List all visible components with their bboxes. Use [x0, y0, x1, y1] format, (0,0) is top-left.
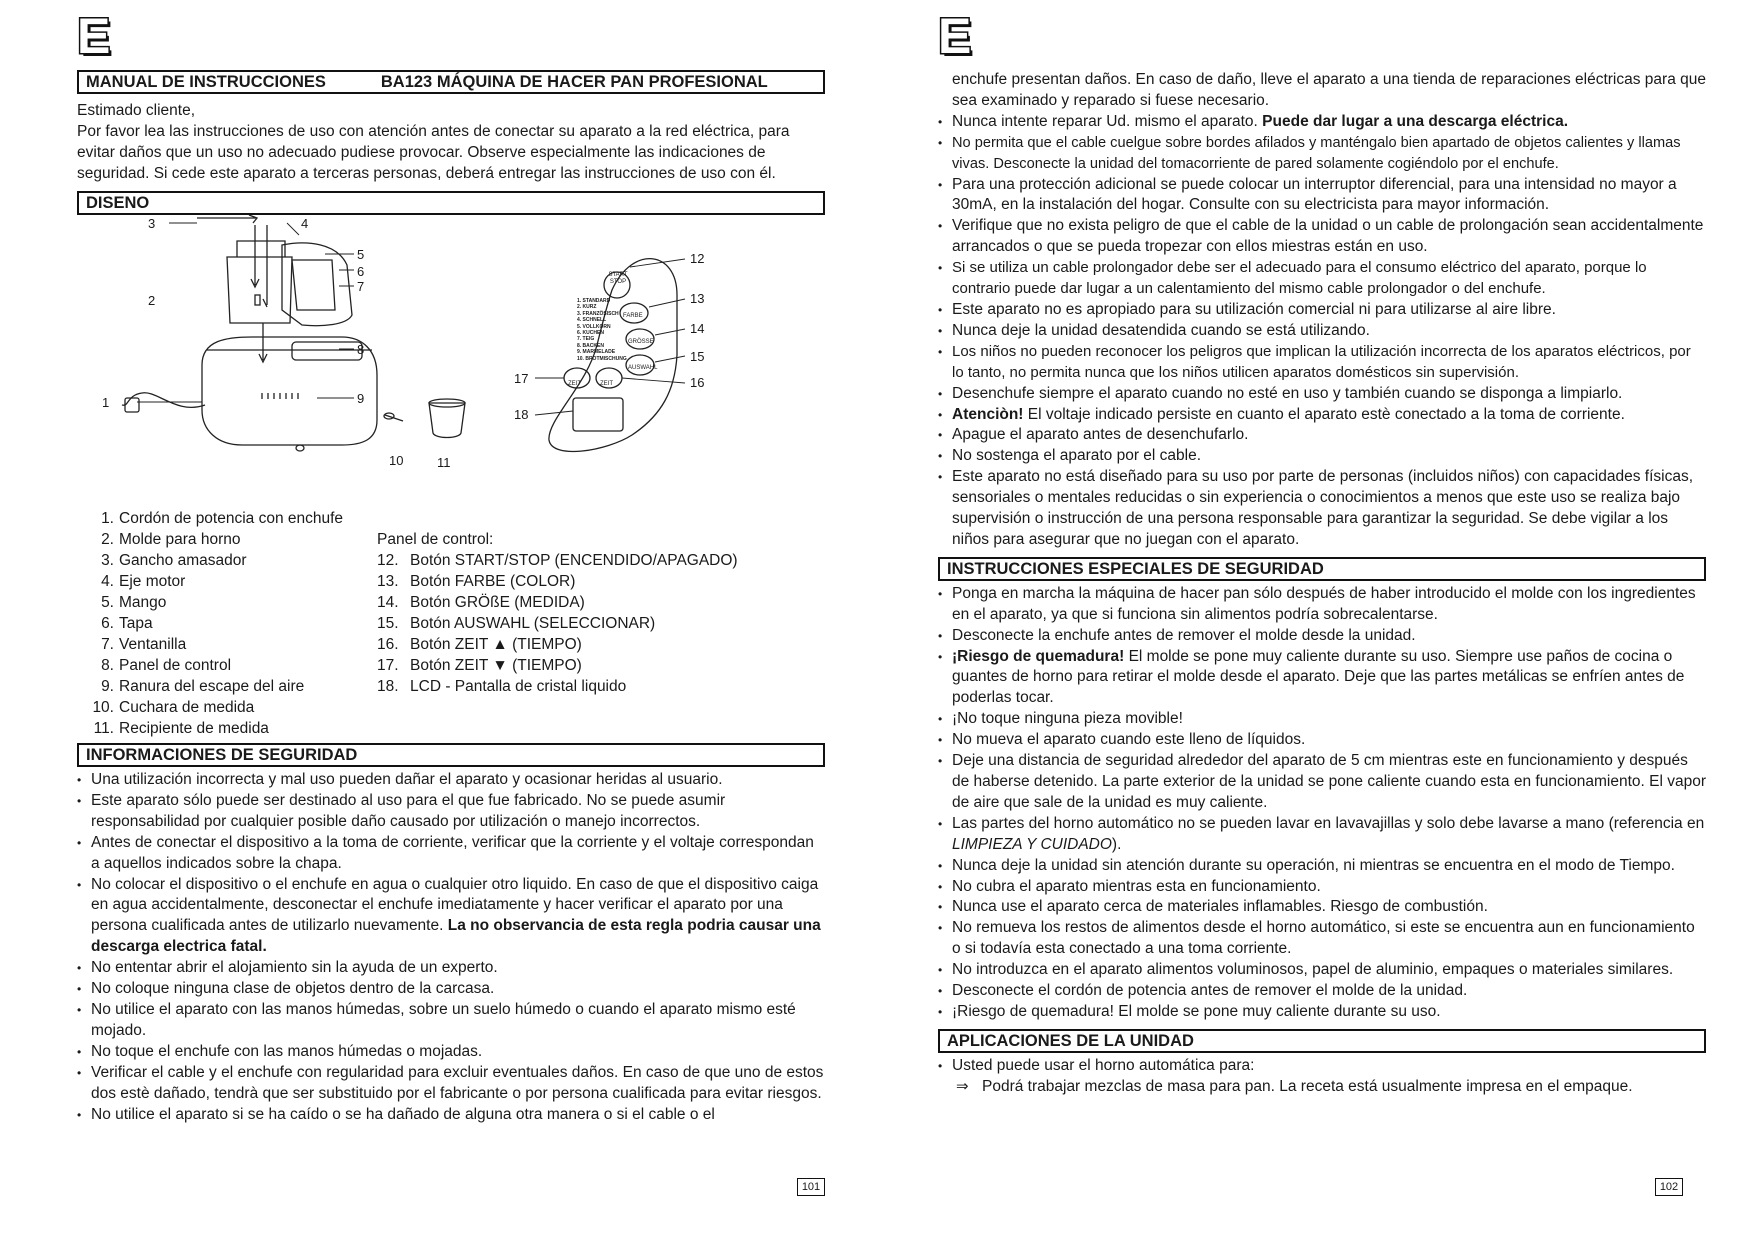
list-item: • No mueva el aparato cuando este lleno de líquidos.	[938, 730, 1706, 751]
list-item: 12. Botón START/STOP (ENCENDIDO/APAGADO)	[377, 552, 738, 569]
zeit-up-label: ZEIT	[600, 381, 613, 387]
list-item: • No sostenga el aparato por el cable.	[938, 446, 1706, 467]
list-item: • Una utilización incorrecta y mal uso pueden dañar el aparato y ocasionar heridas al usuario.	[77, 770, 825, 791]
arrow-item: ⇒ Podrá trabajar mezclas de masa para pan. La receta está usualmente impresa en el empaque.	[938, 1077, 1706, 1098]
callout-11: 11	[437, 455, 451, 470]
list-item: • Los niños no pueden reconocer los peligros que implican la utilización incorrecta de los aparatos eléctricos, por lo tanto, no permita nunca que los niños utilicen aparatos domésticos sin supervisión.	[938, 342, 1706, 384]
page-number: 102	[1655, 1178, 1683, 1196]
language-letter: E	[77, 8, 111, 64]
list-item: • No cubra el aparato mientras esta en funcionamiento.	[938, 877, 1706, 898]
appliance-diagram	[77, 215, 825, 508]
list-item: • No coloque ninguna clase de objetos dentro de la carcasa.	[77, 979, 825, 1000]
applications-title: APLICACIONES DE LA UNIDAD	[947, 1031, 1194, 1050]
greeting: Estimado cliente,	[77, 102, 196, 119]
list-item: 6. Tapa	[101, 615, 153, 632]
program-list: 1. STANDARD 2. KURZ 3. FRANZÖSISCH 4. SCHNELL 5. VOLLKORN 6. KUCHEN 7. TEIG 8. BACKEN 9. MARMELADE 10. BROTMISCHUNG	[577, 298, 627, 362]
model-title: BA123 MÁQUINA DE HACER PAN PROFESIONAL	[380, 73, 768, 91]
list-item: • Si se utiliza un cable prolongador debe ser el adecuado para el consumo eléctrico del aparato, porque lo contrario puede dar lugar a un calentamiento del mismo cable prolongador o del enchufe.	[938, 258, 1706, 300]
list-item: 1. Cordón de potencia con enchufe	[101, 510, 344, 527]
plug-shape	[125, 398, 139, 412]
list-item: • No remueva los restos de alimentos desde el horno automático, si este se encuentra aun en funcionamiento o si todavía esta conectado a una toma corriente.	[938, 918, 1706, 960]
list-item: • No permita que el cable cuelgue sobre bordes afilados y manténgalo bien apartado de objetos calientes y llamas vivas. Desconecte la unidad del tomacorriente de pared solamente cogiéndolo por el enchufe.	[938, 133, 1706, 175]
parts-and-panel-lists	[77, 508, 825, 739]
list-item: • Nunca deje la unidad sin atención durante su operación, ni mientras se encuentra en el modo de Tiempo.	[938, 856, 1706, 877]
list-item: 7. Ventanilla	[101, 636, 187, 653]
window-shape	[292, 260, 335, 310]
machine-foot	[296, 445, 304, 451]
list-item: • ¡Riesgo de quemadura! El molde se pone muy caliente durante su uso. Siempre use paños de cocina o guantes de horno para retirar el molde desde el aparato. Deje que las partes metálicas se enfríen antes de poderlas tocar.	[938, 647, 1706, 710]
callout-17: 17	[514, 371, 529, 386]
list-item: • Este aparato no está diseñado para su uso por parte de personas (incluidos niños) con capacidades físicas, sensoriales o mentales reducidas o sin experiencia o conocimientos a menos que este uso se realiza bajo supervisión o instrucción de una persona responsable para garantizar la seguridad. Se debe vigilar a los niños para asegurar que no juegan con el aparato.	[938, 467, 1706, 551]
language-letter: E	[938, 8, 972, 64]
safety-section-header	[77, 743, 825, 767]
list-item: • No introduzca en el aparato alimentos voluminosos, papel de aluminio, empaques o materiales similares.	[938, 960, 1706, 981]
list-item: 5. Mango	[101, 594, 167, 611]
callout-7: 7	[357, 279, 365, 294]
panel-list	[377, 550, 738, 697]
list-item: • Este aparato no es apropiado para su utilización comercial ni para utilizarse al aire libre.	[938, 300, 1706, 321]
safety-list-continued	[938, 70, 1706, 551]
list-item: 13. Botón FARBE (COLOR)	[377, 573, 576, 590]
zeit-down-label: ZEIT	[568, 381, 581, 387]
list-item: • Verificar el cable y el enchufe con regularidad para excluir eventuales daños. En caso de que uno de estos dos estè dañado, tendrà que ser substituido por el fabricante o por persona cualificada para evitar riesgos.	[77, 1063, 825, 1105]
list-item: 15. Botón AUSWAHL (SELECCIONAR)	[377, 615, 656, 632]
farbe-label: FARBE	[623, 313, 643, 319]
list-item: • ¡No toque ninguna pieza movible!	[938, 709, 1706, 730]
list-item: • Deje una distancia de seguridad alrededor del aparato de 5 cm mientras este en funcionamiento y después de haberse detenido. La parte exterior de la unidad se pone caliente cuando esta en funcionamiento. El vapor de aire que sale de la unidad es muy caliente.	[938, 751, 1706, 814]
callout-9: 9	[357, 391, 365, 406]
list-item: 14. Botón GRÖßE (MEDIDA)	[377, 594, 585, 611]
list-item: • No toque el enchufe con las manos húmedas o mojadas.	[77, 1042, 825, 1063]
list-item: 18. LCD - Pantalla de cristal liquido	[377, 678, 627, 695]
list-item: • No utilice el aparato si se ha caído o se ha dañado de alguna otra manera o si el cable o el	[77, 1105, 825, 1126]
machine-body	[202, 337, 377, 445]
list-item: 9. Ranura del escape del aire	[101, 678, 305, 695]
list-item: • Desenchufe siempre el aparato cuando no esté en uso y también cuando se disponga a limpiarlo.	[938, 384, 1706, 405]
list-item: • ¡Riesgo de quemadura! El molde se pone muy caliente durante su uso.	[938, 1002, 1706, 1023]
list-item: • Atenciòn! El voltaje indicado persiste en cuanto el aparato estè conectado a la toma de corriente.	[938, 405, 1706, 426]
safety-list	[77, 770, 825, 1125]
right-page	[877, 0, 1755, 1241]
list-item: • Apague el aparato antes de desenchufarlo.	[938, 425, 1706, 446]
list-item: • No colocar el dispositivo o el enchufe en agua o cualquier otro liquido. En caso de que el dispositivo caiga en agua accidentalmente, desconectar el enchufe imediatamente y hacer verificar el aparato por una persona cualificada antes de utilizarlo nuevamente. La no observancia de esta regla podria causar una descarga electrica fatal.	[77, 875, 825, 959]
list-item: • Nunca use el aparato cerca de materiales inflamables. Riesgo de combustión.	[938, 897, 1706, 918]
callout-4: 4	[301, 216, 309, 231]
list-item: • Nunca intente reparar Ud. mismo el aparato. Puede dar lugar a una descarga eléctrica.	[938, 112, 1706, 133]
callout-14: 14	[690, 321, 705, 336]
special-safety-title: INSTRUCCIONES ESPECIALES DE SEGURIDAD	[947, 559, 1324, 578]
safety-title: INFORMACIONES DE SEGURIDAD	[86, 746, 358, 764]
callout-5: 5	[357, 247, 365, 262]
design-title: DISENO	[86, 194, 150, 212]
control-panel-shape	[292, 342, 365, 360]
list-item: • Ponga en marcha la máquina de hacer pan sólo después de haber introducido el molde con los ingredientes en el aparato, ya que si funciona sin alimentos podría sobrecalentarse.	[938, 584, 1706, 626]
panel-list-block	[377, 508, 738, 739]
auswahl-label: AUSWAHL	[628, 365, 658, 371]
power-cord	[122, 393, 205, 408]
list-item: 4. Eje motor	[101, 573, 186, 590]
list-item: • Este aparato sólo puede ser destinado al uso para el que fue fabricado. No se puede asumir responsabilidad por cualquier posible daño causado por utilización o manejo incorrectos.	[77, 791, 825, 833]
left-column	[77, 70, 825, 1125]
list-item: • Antes de conectar el dispositivo a la toma de corriente, verificar que la corriente y el voltaje correspondan a aquellos indicados sobre la chapa.	[77, 833, 825, 875]
callout-1: 1	[102, 395, 110, 410]
list-item: 8. Panel de control	[101, 657, 232, 674]
callout-16: 16	[690, 375, 705, 390]
page-number: 101	[797, 1178, 825, 1196]
callout-3: 3	[148, 216, 156, 231]
right-column	[938, 70, 1706, 1098]
design-section-header	[77, 191, 825, 215]
special-safety-section-header	[938, 557, 1706, 581]
list-item: • No ententar abrir el alojamiento sin la ayuda de un experto.	[77, 958, 825, 979]
callout-12: 12	[690, 251, 705, 266]
list-item: 2. Molde para horno	[101, 531, 241, 548]
panel-list-title: Panel de control:	[377, 531, 494, 548]
list-item: • Para una protección adicional se puede colocar un interruptor diferencial, para una intensidad no mayor a 30mA, en la instalación del hogar. Consulte con su electricista para mayor información.	[938, 175, 1706, 217]
list-item: 17. Botón ZEIT ▼ (TIEMPO)	[377, 657, 582, 674]
callout-2: 2	[148, 293, 156, 308]
applications-section-header	[938, 1029, 1706, 1053]
list-item: • Desconecte el cordón de potencia antes de remover el molde de la unidad.	[938, 981, 1706, 1002]
callout-6: 6	[357, 264, 365, 279]
lid-shape	[282, 243, 352, 326]
list-item: 10. Cuchara de medida	[92, 699, 255, 716]
callout-13: 13	[690, 291, 705, 306]
callout-10: 10	[389, 453, 404, 468]
grosse-label: GRÖSSE	[628, 339, 654, 345]
vent-slots	[262, 393, 298, 399]
list-item: 3. Gancho amasador	[101, 552, 247, 569]
left-page	[0, 0, 877, 1241]
paddle-top	[197, 215, 257, 223]
list-item: • Las partes del horno automático no se pueden lavar en lavavajillas y solo debe lavarse a mano (referencia en LIMPIEZA Y CUIDADO).	[938, 814, 1706, 856]
manual-title: MANUAL DE INSTRUCCIONES	[86, 73, 326, 91]
pan-handle	[237, 241, 285, 257]
list-item: 16. Botón ZEIT ▲ (TIEMPO)	[377, 636, 582, 653]
diagram-drawing	[77, 215, 825, 508]
pan-arrow	[251, 225, 271, 307]
continued-text: enchufe presentan daños. En caso de daño, lleve el aparato a una tienda de reparaciones eléctricas para que sea examinado y reparado si fuese necesario.	[952, 71, 1706, 109]
callout-15: 15	[690, 349, 705, 364]
manual-title-bar	[77, 70, 825, 94]
special-safety-list	[938, 584, 1706, 1023]
list-item: • Nunca deje la unidad desatendida cuando se está utilizando.	[938, 321, 1706, 342]
list-item: • Verifique que no exista peligro de que el cable de la unidad o un cable de prolongación sean accidentalmente arrancados o que se pueda tropezar con ellos miestras están en uso.	[938, 216, 1706, 258]
callout-8: 8	[357, 342, 365, 357]
applications-list	[938, 1056, 1706, 1098]
measuring-cup-shape	[429, 403, 465, 438]
leader-lines	[137, 223, 354, 402]
list-item: • No utilice el aparato con las manos húmedas, sobre un suelo húmedo o cuando el aparato mismo esté mojado.	[77, 1000, 825, 1042]
parts-list	[77, 508, 377, 739]
drop-arrow	[259, 323, 267, 362]
list-item: 11. Recipiente de medida	[93, 720, 269, 737]
intro-paragraph: Por favor lea las instrucciones de uso con atención antes de conectar su aparato a la red eléctrica, para evitar daños que un uso no adecuado pudiese provocar. Observe especialmente las indicaciones de seguridad. Si cede este aparato a terceras personas, deberá entregar las instrucciones de uso con él.	[77, 123, 790, 182]
list-item: • Usted puede usar el horno automática para:	[938, 1056, 1706, 1077]
kneading-paddle	[255, 295, 260, 305]
list-item: • Desconecte la enchufe antes de remover el molde desde la unidad.	[938, 626, 1706, 647]
start-label: START STOP	[608, 272, 628, 285]
lcd-shape	[573, 398, 623, 431]
callout-18: 18	[514, 407, 529, 422]
